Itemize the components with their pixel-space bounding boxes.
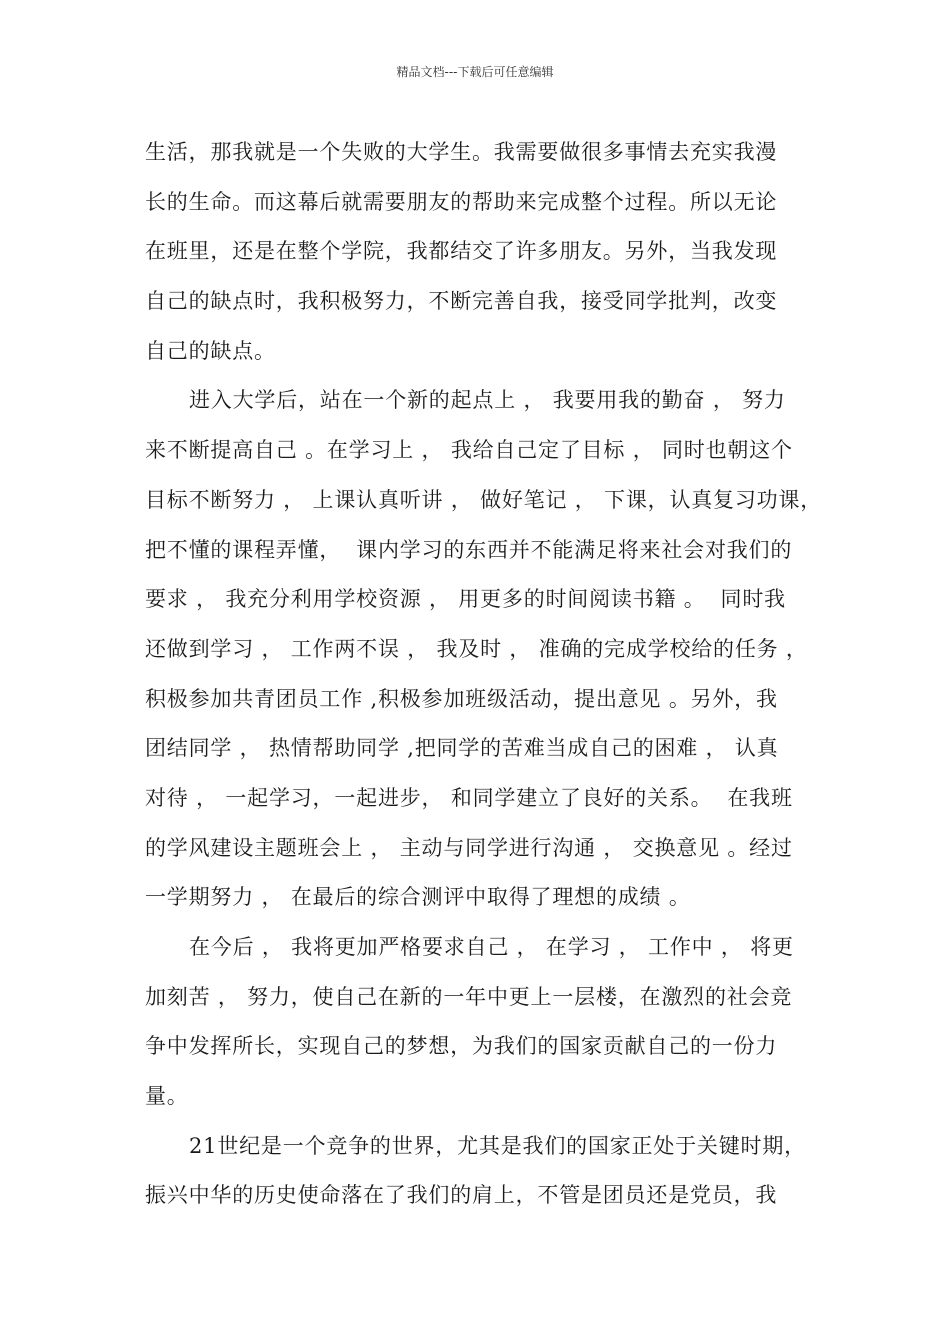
text-line: 把不懂的课程弄懂， 课内学习的东西并不能满足将来社会对我们的	[145, 537, 793, 562]
text-line: 量。	[145, 1084, 189, 1109]
text-line: 自己的缺点。	[145, 338, 276, 363]
text-line: 加刻苦 ， 努力，使自己在新的一年中更上一层楼，在激烈的社会竞	[145, 984, 793, 1009]
text-line: 争中发挥所长，实现自己的梦想，为我们的国家贡献自己的一份力	[145, 1034, 778, 1059]
paragraph-first-line: 21世纪是一个竞争的世界，尤其是我们的国家正处于关键时期，	[189, 1133, 806, 1158]
text-line: 在班里，还是在整个学院，我都结交了许多朋友。另外，当我发现	[145, 239, 778, 264]
paragraph-first-line: 进入大学后，站在一个新的起点上 ， 我要用我的勤奋 ， 努力	[189, 388, 786, 413]
document-body	[145, 128, 825, 1221]
page-header: 精品文档---下载后可任意编辑	[396, 65, 554, 79]
paragraph-first-line: 在今后 ， 我将更加严格要求自己 ， 在学习 ， 工作中 ， 将更	[189, 935, 794, 959]
text-line: 团结同学 ， 热情帮助同学 ,把同学的苦难当成自己的困难 ， 认真	[145, 736, 779, 761]
text-line: 目标不断努力 ， 上课认真听讲 ， 做好笔记 ， 下课，认真复习功课，	[145, 487, 823, 512]
text-line: 还做到学习 ， 工作两不误 ， 我及时 ， 准确的完成学校给的任务 ，	[145, 636, 808, 661]
text-line: 长的生命。而这幕后就需要朋友的帮助来完成整个过程。所以无论	[145, 189, 778, 214]
text-line: 自己的缺点时，我积极努力，不断完善自我，接受同学批判，改变	[145, 289, 778, 314]
text-line: 振兴中华的历史使命落在了我们的肩上，不管是团员还是党员，我	[145, 1183, 778, 1208]
text-line: 生活，那我就是一个失败的大学生。我需要做很多事情去充实我漫	[145, 140, 778, 164]
text-line: 对待 ， 一起学习，一起进步， 和同学建立了良好的关系。 在我班	[145, 785, 793, 810]
text-line: 积极参加共青团员工作 ,积极参加班级活动，提出意见 。另外，我	[145, 686, 778, 711]
text-line: 的学风建设主题班会上 ， 主动与同学进行沟通 ， 交换意见 。经过	[145, 835, 793, 860]
text-line: 一学期努力 ， 在最后的综合测评中取得了理想的成绩 。	[145, 885, 691, 910]
text-line: 来不断提高自己 。在学习上 ， 我给自己定了目标 ， 同时也朝这个	[145, 438, 793, 463]
text-line: 要求 ， 我充分利用学校资源 ， 用更多的时间阅读书籍 。 同时我	[145, 587, 786, 612]
